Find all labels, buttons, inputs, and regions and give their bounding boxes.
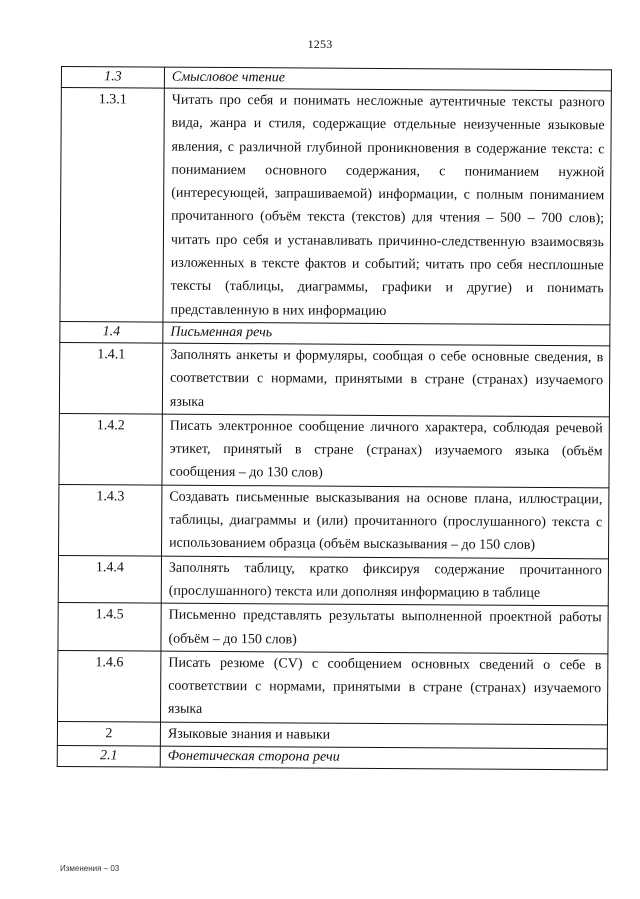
table-row (59, 413, 609, 487)
row-number: 1.4.5 (58, 603, 161, 651)
section-heading: Фонетическая сторона речи (160, 746, 607, 770)
row-text: Письменно представлять результаты выполненной проектной работы (объём – до 150 слов) (161, 603, 608, 653)
section-heading: Письменная речь (163, 322, 610, 346)
row-number: 1.4.2 (59, 413, 162, 485)
table-row (58, 603, 608, 654)
row-text: Читать про себя и понимать несложные аутентичные тексты разного вида, жанра и стиля, содержащие отдельные неизученные языковые явления, с различной глубиной проникновения в содержание текста: с пониманием основного содержания, с пониманием нужной (интересующей, запрашиваемой) информации, с полным пониманием прочитанного (объём текста (текстов) для чтения – 500 – 700 слов); читать про себя и устанавливать причинно-следственную взаимосвязь изложенных в тексте фактов и событий; читать про себя несплошные тексты (таблицы, диаграммы, графики и другие) и понимать представленную в них информацию (163, 88, 611, 325)
requirements-table (57, 66, 612, 770)
row-text: Заполнять анкеты и формуляры, сообщая о себе основные сведения, в соответствии с нормами, принятыми в стране (странах) изучаемого языка (162, 343, 609, 417)
table-row (57, 650, 607, 724)
row-number: 1.4.1 (59, 342, 162, 414)
footer-revision-note: Изменения – 03 (60, 864, 120, 873)
table-row (60, 88, 611, 325)
page-number: 1253 (307, 37, 333, 51)
row-number: 1.3.1 (60, 88, 164, 323)
row-number: 1.3 (61, 67, 164, 89)
row-number: 2 (57, 721, 160, 746)
section-heading: Смысловое чтение (164, 67, 611, 91)
table-row (59, 342, 609, 416)
row-text: Писать электронное сообщение личного характера, соблюдая речевой этикет, принятый в стране (странах) изучаемого языка (объём сообщения – до 130 слов) (162, 414, 609, 488)
row-number: 1.4 (60, 321, 163, 343)
table-row (59, 484, 609, 558)
row-number: 1.4.4 (58, 555, 161, 603)
row-number: 1.4.6 (57, 650, 160, 722)
table-row (58, 555, 608, 606)
row-text: Заполнять таблицу, кратко фиксируя содержание прочитанного (прослушанного) текста или дополняя информацию в таблице (161, 556, 608, 606)
row-text: Создавать письменные высказывания на основе плана, иллюстрации, таблицы, диаграммы и (или) прочитанного (прослушанного) текста с использованием образца (объём высказывания – до 150 слов) (162, 485, 609, 559)
table-row (57, 746, 607, 770)
row-text: Языковые знания и навыки (160, 722, 607, 749)
row-number: 1.4.3 (59, 484, 162, 556)
row-number: 2.1 (57, 746, 160, 768)
row-text: Писать резюме (CV) с сообщением основных сведений о себе в соответствии с нормами, принятыми в стране (странах) изучаемого языка (160, 651, 607, 725)
table-row (57, 721, 607, 749)
